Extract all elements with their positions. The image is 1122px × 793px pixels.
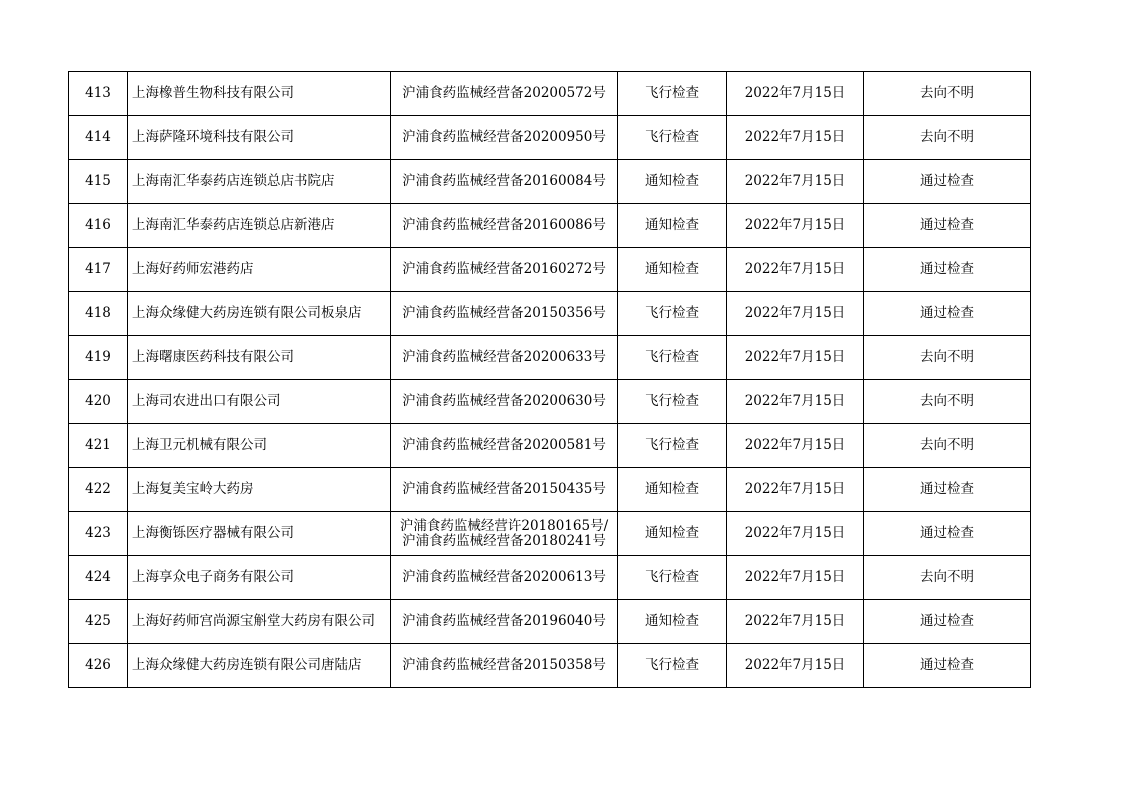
check-date-cell: 2022年7月15日	[727, 468, 864, 512]
license-number-cell: 沪浦食药监械经营备20196040号	[391, 600, 618, 644]
table-row	[69, 468, 1031, 512]
table-row	[69, 248, 1031, 292]
check-result-cell: 去向不明	[864, 336, 1031, 380]
table-row	[69, 116, 1031, 160]
company-name-cell: 上海好药师宏港药店	[128, 248, 391, 292]
check-type-cell: 飞行检查	[618, 72, 727, 116]
row-number-cell: 417	[69, 248, 128, 292]
company-name-cell: 上海萨隆环境科技有限公司	[128, 116, 391, 160]
license-number-cell: 沪浦食药监械经营备20200633号	[391, 336, 618, 380]
row-number-cell: 414	[69, 116, 128, 160]
check-type-cell: 飞行检查	[618, 424, 727, 468]
row-number-cell: 421	[69, 424, 128, 468]
license-number-cell: 沪浦食药监械经营备20150358号	[391, 644, 618, 688]
row-number-cell: 420	[69, 380, 128, 424]
check-date-cell: 2022年7月15日	[727, 600, 864, 644]
check-result-cell: 通过检查	[864, 160, 1031, 204]
company-name-cell: 上海橡普生物科技有限公司	[128, 72, 391, 116]
check-result-cell: 去向不明	[864, 380, 1031, 424]
company-name-cell: 上海南汇华泰药店连锁总店书院店	[128, 160, 391, 204]
company-name-cell: 上海衡铄医疗器械有限公司	[128, 512, 391, 556]
row-number-cell: 416	[69, 204, 128, 248]
table-row	[69, 556, 1031, 600]
check-result-cell: 通过检查	[864, 204, 1031, 248]
license-number-cell: 沪浦食药监械经营备20200613号	[391, 556, 618, 600]
company-name-cell: 上海众缘健大药房连锁有限公司唐陆店	[128, 644, 391, 688]
check-result-cell: 去向不明	[864, 72, 1031, 116]
check-result-cell: 通过检查	[864, 600, 1031, 644]
license-number-cell: 沪浦食药监械经营备20160084号	[391, 160, 618, 204]
table-row	[69, 380, 1031, 424]
table-container	[68, 71, 1031, 688]
check-date-cell: 2022年7月15日	[727, 556, 864, 600]
check-type-cell: 通知检查	[618, 248, 727, 292]
check-date-cell: 2022年7月15日	[727, 72, 864, 116]
table-row	[69, 424, 1031, 468]
check-type-cell: 飞行检查	[618, 556, 727, 600]
check-type-cell: 飞行检查	[618, 336, 727, 380]
check-date-cell: 2022年7月15日	[727, 644, 864, 688]
check-result-cell: 通过检查	[864, 468, 1031, 512]
table-row	[69, 204, 1031, 248]
table-row	[69, 160, 1031, 204]
check-date-cell: 2022年7月15日	[727, 380, 864, 424]
table-row	[69, 600, 1031, 644]
check-type-cell: 飞行检查	[618, 292, 727, 336]
check-type-cell: 飞行检查	[618, 116, 727, 160]
table-body	[69, 72, 1031, 688]
check-date-cell: 2022年7月15日	[727, 160, 864, 204]
check-date-cell: 2022年7月15日	[727, 204, 864, 248]
check-type-cell: 通知检查	[618, 160, 727, 204]
check-type-cell: 通知检查	[618, 600, 727, 644]
license-number-cell: 沪浦食药监械经营备20160272号	[391, 248, 618, 292]
check-type-cell: 通知检查	[618, 204, 727, 248]
license-number-cell: 沪浦食药监械经营许20180165号/ 沪浦食药监械经营备20180241号	[391, 512, 618, 556]
company-name-cell: 上海众缘健大药房连锁有限公司板泉店	[128, 292, 391, 336]
license-number-cell: 沪浦食药监械经营备20200630号	[391, 380, 618, 424]
row-number-cell: 426	[69, 644, 128, 688]
check-result-cell: 通过检查	[864, 512, 1031, 556]
company-name-cell: 上海卫元机械有限公司	[128, 424, 391, 468]
check-date-cell: 2022年7月15日	[727, 424, 864, 468]
check-result-cell: 去向不明	[864, 116, 1031, 160]
check-type-cell: 通知检查	[618, 468, 727, 512]
check-type-cell: 飞行检查	[618, 380, 727, 424]
row-number-cell: 425	[69, 600, 128, 644]
inspection-results-table	[68, 71, 1031, 688]
license-number-cell: 沪浦食药监械经营备20160086号	[391, 204, 618, 248]
company-name-cell: 上海复美宝岭大药房	[128, 468, 391, 512]
row-number-cell: 413	[69, 72, 128, 116]
license-number-cell: 沪浦食药监械经营备20150356号	[391, 292, 618, 336]
row-number-cell: 415	[69, 160, 128, 204]
check-date-cell: 2022年7月15日	[727, 336, 864, 380]
row-number-cell: 419	[69, 336, 128, 380]
check-date-cell: 2022年7月15日	[727, 248, 864, 292]
check-date-cell: 2022年7月15日	[727, 116, 864, 160]
license-number-cell: 沪浦食药监械经营备20150435号	[391, 468, 618, 512]
check-result-cell: 通过检查	[864, 248, 1031, 292]
company-name-cell: 上海南汇华泰药店连锁总店新港店	[128, 204, 391, 248]
table-row	[69, 512, 1031, 556]
check-type-cell: 飞行检查	[618, 644, 727, 688]
check-date-cell: 2022年7月15日	[727, 292, 864, 336]
row-number-cell: 418	[69, 292, 128, 336]
check-result-cell: 去向不明	[864, 556, 1031, 600]
row-number-cell: 422	[69, 468, 128, 512]
table-row	[69, 644, 1031, 688]
row-number-cell: 423	[69, 512, 128, 556]
check-result-cell: 去向不明	[864, 424, 1031, 468]
table-row	[69, 72, 1031, 116]
check-result-cell: 通过检查	[864, 292, 1031, 336]
license-number-cell: 沪浦食药监械经营备20200581号	[391, 424, 618, 468]
row-number-cell: 424	[69, 556, 128, 600]
company-name-cell: 上海曙康医药科技有限公司	[128, 336, 391, 380]
company-name-cell: 上海好药师宫尚源宝斛堂大药房有限公司	[128, 600, 391, 644]
table-row	[69, 336, 1031, 380]
company-name-cell: 上海享众电子商务有限公司	[128, 556, 391, 600]
check-type-cell: 通知检查	[618, 512, 727, 556]
check-date-cell: 2022年7月15日	[727, 512, 864, 556]
company-name-cell: 上海司农进出口有限公司	[128, 380, 391, 424]
table-row	[69, 292, 1031, 336]
check-result-cell: 通过检查	[864, 644, 1031, 688]
license-number-cell: 沪浦食药监械经营备20200572号	[391, 72, 618, 116]
license-number-cell: 沪浦食药监械经营备20200950号	[391, 116, 618, 160]
